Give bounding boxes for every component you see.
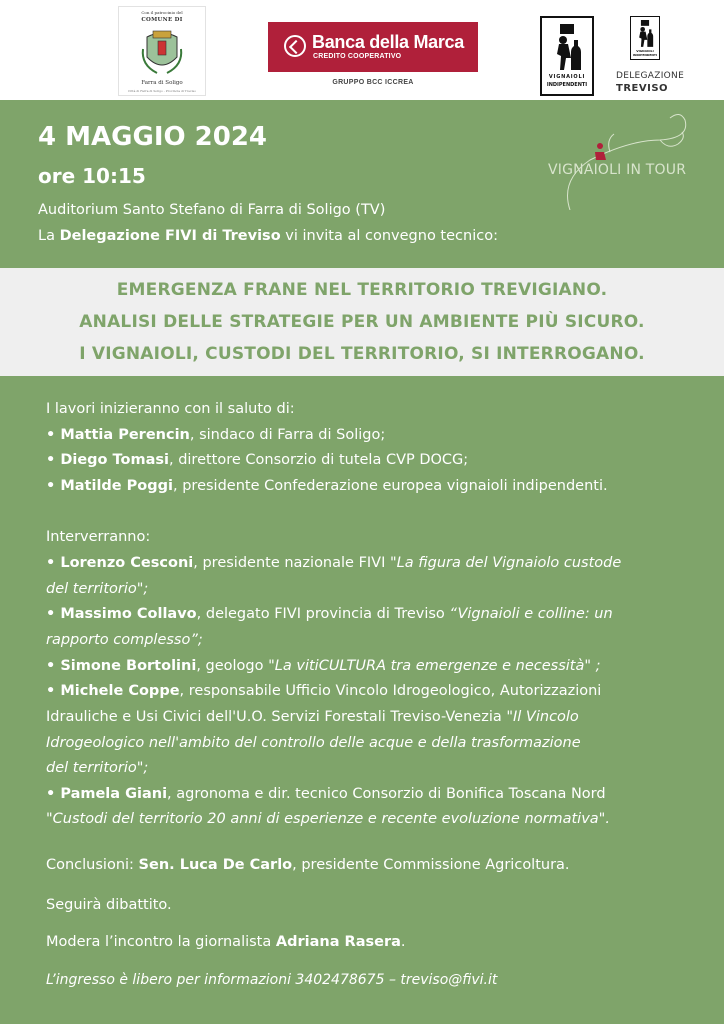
- speaker-talk: del territorio";: [46, 581, 149, 597]
- speaker-talk: "Il Vincolo: [506, 709, 579, 725]
- bullet: •: [46, 427, 61, 443]
- greeting-role: , direttore Consorzio di tutela CVP DOCG;: [168, 452, 469, 468]
- speakers-intro: Interverranno:: [46, 529, 151, 545]
- greeting-item: [46, 478, 608, 494]
- greeting-role: , sindaco di Farra di Soligo;: [189, 427, 386, 443]
- event-venue: Auditorium Santo Stefano di Farra di Soligo (TV): [38, 202, 386, 218]
- conclusions: [46, 857, 570, 873]
- comune-name: Farra di Soligo: [141, 80, 183, 86]
- moderator-post: .: [400, 934, 406, 950]
- greeting-item: [46, 427, 385, 443]
- speaker-name: Massimo Collavo: [60, 606, 197, 622]
- tour-text: VIGNAIOLI IN TOUR: [548, 162, 687, 178]
- speaker-role: , responsabile Ufficio Vincolo Idrogeologico, Autorizzazioni: [179, 683, 602, 699]
- bullet: •: [46, 658, 61, 674]
- bullet: •: [46, 786, 61, 802]
- speaker-role: , geologo: [196, 658, 269, 674]
- fivi-logo: [540, 16, 594, 96]
- speaker-role: , delegato FIVI provincia di Treviso: [196, 606, 450, 622]
- delegazione-treviso-logo: [616, 14, 700, 98]
- speaker-role: Idrauliche e Usi Civici dell'U.O. Servizi Forestali Treviso-Venezia: [46, 709, 507, 725]
- vignaiolo-figure-icon: [550, 24, 584, 72]
- invite-pre: La: [38, 228, 60, 244]
- speaker-talk: Idrogeologico nell'ambito del controllo delle acque e della trasformazione: [46, 735, 581, 751]
- speaker-name: Michele Coppe: [60, 683, 180, 699]
- delegazione-mark: [630, 16, 660, 60]
- bullet: •: [46, 683, 61, 699]
- speaker-name: Pamela Giani: [60, 786, 168, 802]
- speaker-talk: "La vitiCULTURA tra emergenze e necessità" ;: [268, 658, 601, 674]
- bullet: •: [46, 555, 61, 571]
- speaker-role: , presidente nazionale FIVI: [193, 555, 390, 571]
- title-line-2: ANALISI DELLE STRATEGIE PER UN AMBIENTE PIÙ SICURO.: [79, 312, 645, 332]
- speaker-item: [46, 658, 601, 674]
- comune-logo: [118, 6, 206, 96]
- speaker-talk-cont: [46, 735, 581, 751]
- delegazione-box-line1: VIGNAIOLI: [636, 49, 654, 53]
- conclusions-post: , presidente Commissione Agricoltura.: [292, 857, 570, 873]
- speaker-role-cont: [46, 709, 579, 725]
- vignaioli-in-tour-logo: [540, 110, 710, 210]
- comune-title: COMUNE DI: [141, 17, 183, 23]
- greetings-intro: I lavori inizieranno con il saluto di:: [46, 401, 295, 417]
- title-band: [0, 268, 724, 376]
- vine-tendril-icon: [540, 110, 710, 210]
- speaker-name: Lorenzo Cesconi: [60, 555, 194, 571]
- speaker-talk: rapporto complesso”;: [46, 632, 203, 648]
- speaker-talk: "Custodi del territorio 20 anni di esperienze e recente evoluzione normativa".: [46, 811, 610, 827]
- title-line-1: EMERGENZA FRANE NEL TERRITORIO TREVIGIANO.: [116, 280, 608, 300]
- speaker-name: Simone Bortolini: [60, 658, 197, 674]
- fivi-line1: VIGNAIOLI: [548, 74, 586, 80]
- moderator-pre: Modera l’incontro la giornalista: [46, 934, 276, 950]
- title-line-3: I VIGNAIOLI, CUSTODI DEL TERRITORIO, SI INTERROGANO.: [79, 344, 645, 364]
- speaker-role: , agronoma e dir. tecnico Consorzio di Bonifica Toscana Nord: [167, 786, 606, 802]
- invite-post: vi invita al convegno tecnico:: [280, 228, 498, 244]
- greeting-name: Mattia Perencin: [60, 427, 190, 443]
- bullet: •: [46, 606, 61, 622]
- event-time: ore 10:15: [38, 164, 146, 188]
- info-line: L’ingresso è libero per informazioni 3402478675 – treviso@fivi.it: [46, 972, 498, 988]
- banca-name: Banca della Marca: [312, 32, 464, 52]
- greeting-name: Matilde Poggi: [60, 478, 173, 494]
- fivi-line2: INDIPENDENTI: [546, 82, 588, 88]
- moderator-name: Adriana Rasera: [275, 934, 401, 950]
- banca-della-marca-logo: [268, 22, 478, 96]
- bullet: •: [46, 478, 61, 494]
- event-date: 4 MAGGIO 2024: [38, 122, 268, 152]
- comune-footer: Città di Farra di Soligo - Provincia di Treviso: [127, 89, 197, 93]
- speaker-talk-cont: [46, 581, 148, 597]
- event-invite: [38, 228, 498, 244]
- speaker-talk-cont: [46, 811, 610, 827]
- comune-patrocinio: Con il patrocinio del: [141, 10, 183, 15]
- conclusions-name: Sen. Luca De Carlo: [138, 857, 293, 873]
- vignaiolo-small-icon: [634, 20, 656, 48]
- speaker-talk: "La figura del Vignaiolo custode: [390, 555, 622, 571]
- speaker-item: [46, 606, 613, 622]
- delegazione-city: TREVISO: [616, 83, 669, 94]
- header-bar: [0, 0, 724, 100]
- banca-mark-icon: [284, 35, 306, 57]
- comune-crest-icon: [139, 27, 185, 77]
- speaker-item: [46, 683, 601, 699]
- speaker-item: [46, 786, 606, 802]
- debate: Seguirà dibattito.: [46, 897, 172, 913]
- greeting-name: Diego Tomasi: [60, 452, 169, 468]
- speaker-item: [46, 555, 621, 571]
- bullet: •: [46, 452, 61, 468]
- delegazione-box-line2: INDIPENDENTI: [632, 53, 658, 57]
- speaker-talk: “Vignaioli e colline: un: [449, 606, 613, 622]
- speaker-talk-cont: [46, 632, 203, 648]
- speaker-talk-cont: [46, 760, 148, 776]
- greeting-role: , presidente Confederazione europea vignaioli indipendenti.: [173, 478, 608, 494]
- speaker-talk: del territorio";: [46, 760, 149, 776]
- banca-subtitle: CREDITO COOPERATIVO: [313, 53, 402, 60]
- invite-organizer: Delegazione FIVI di Treviso: [59, 228, 281, 244]
- banca-red-panel: [268, 22, 478, 72]
- delegazione-label: DELEGAZIONE: [616, 71, 685, 81]
- conclusions-pre: Conclusioni:: [46, 857, 139, 873]
- banca-group: GRUPPO BCC ICCREA: [332, 79, 414, 86]
- moderator: [46, 934, 406, 950]
- greeting-item: [46, 452, 468, 468]
